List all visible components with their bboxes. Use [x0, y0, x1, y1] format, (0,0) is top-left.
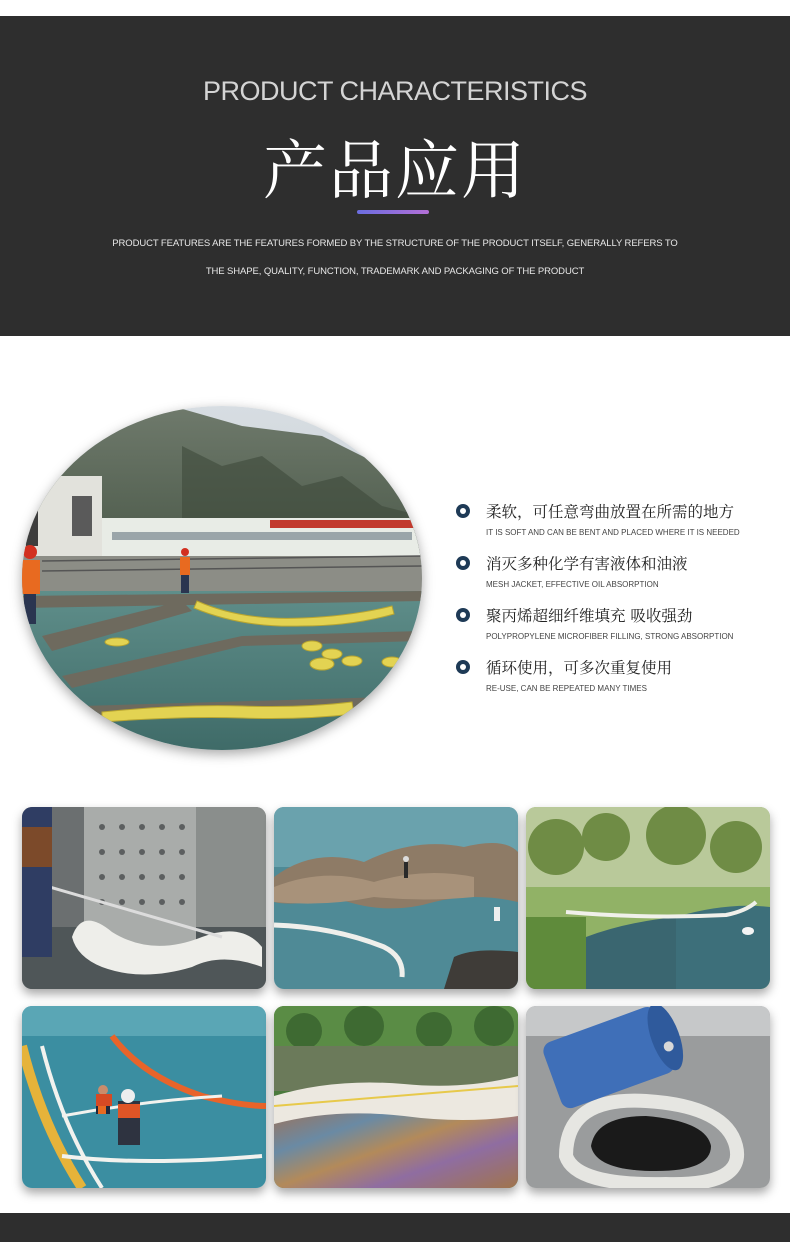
feature-cn-text: 柔软，可任意弯曲放置在所需的地方 [486, 503, 735, 521]
header-divider [357, 210, 429, 214]
feature-cn-text: 循环使用，可多次重复使用 [486, 659, 673, 677]
photo-workers-in-water-with-booms [22, 1006, 266, 1188]
header-banner [0, 16, 790, 336]
water-treatment-plant-photo [22, 406, 422, 750]
photo-boom-on-rocky-shore [274, 807, 518, 989]
feature-cn-text: 消灭多种化学有害液体和油液 [486, 555, 688, 573]
feature-cn-text: 聚丙烯超细纤维填充 吸收强劲 [486, 607, 693, 625]
feature-en-text: IT IS SOFT AND CAN BE BENT AND PLACED WHERE IT IS NEEDED [486, 528, 740, 537]
header-description-line-1: PRODUCT FEATURES ARE THE FEATURES FORMED BY THE STRUCTURE OF THE PRODUCT ITSELF, GENERALLY REFERS TO [112, 238, 678, 249]
photo-boom-on-oily-riverbank [274, 1006, 518, 1188]
photo-worker-at-drain-tank [22, 807, 266, 989]
feature-item [456, 606, 776, 658]
feature-item [456, 554, 776, 606]
feature-item [456, 658, 776, 710]
bullet-icon [456, 608, 470, 622]
header-english-title: PRODUCT CHARACTERISTICS [202, 76, 588, 106]
photo-barrel-spill-with-sock [526, 1006, 770, 1188]
bullet-icon [456, 556, 470, 570]
photo-boom-across-stream [526, 807, 770, 989]
feature-en-text: MESH JACKET, EFFECTIVE OIL ABSORPTION [486, 580, 659, 589]
feature-en-text: POLYPROPYLENE MICROFIBER FILLING, STRONG ABSORPTION [486, 632, 734, 641]
bullet-icon [456, 504, 470, 518]
feature-item [456, 502, 776, 554]
feature-en-text: RE-USE, CAN BE REPEATED MANY TIMES [486, 684, 647, 693]
header-chinese-title: 产品应用 [263, 135, 527, 209]
header-description-line-2: THE SHAPE, QUALITY, FUNCTION, TRADEMARK AND PACKAGING OF THE PRODUCT [205, 266, 585, 277]
bullet-icon [456, 660, 470, 674]
feature-list [456, 502, 776, 710]
footer-band [0, 1213, 790, 1242]
